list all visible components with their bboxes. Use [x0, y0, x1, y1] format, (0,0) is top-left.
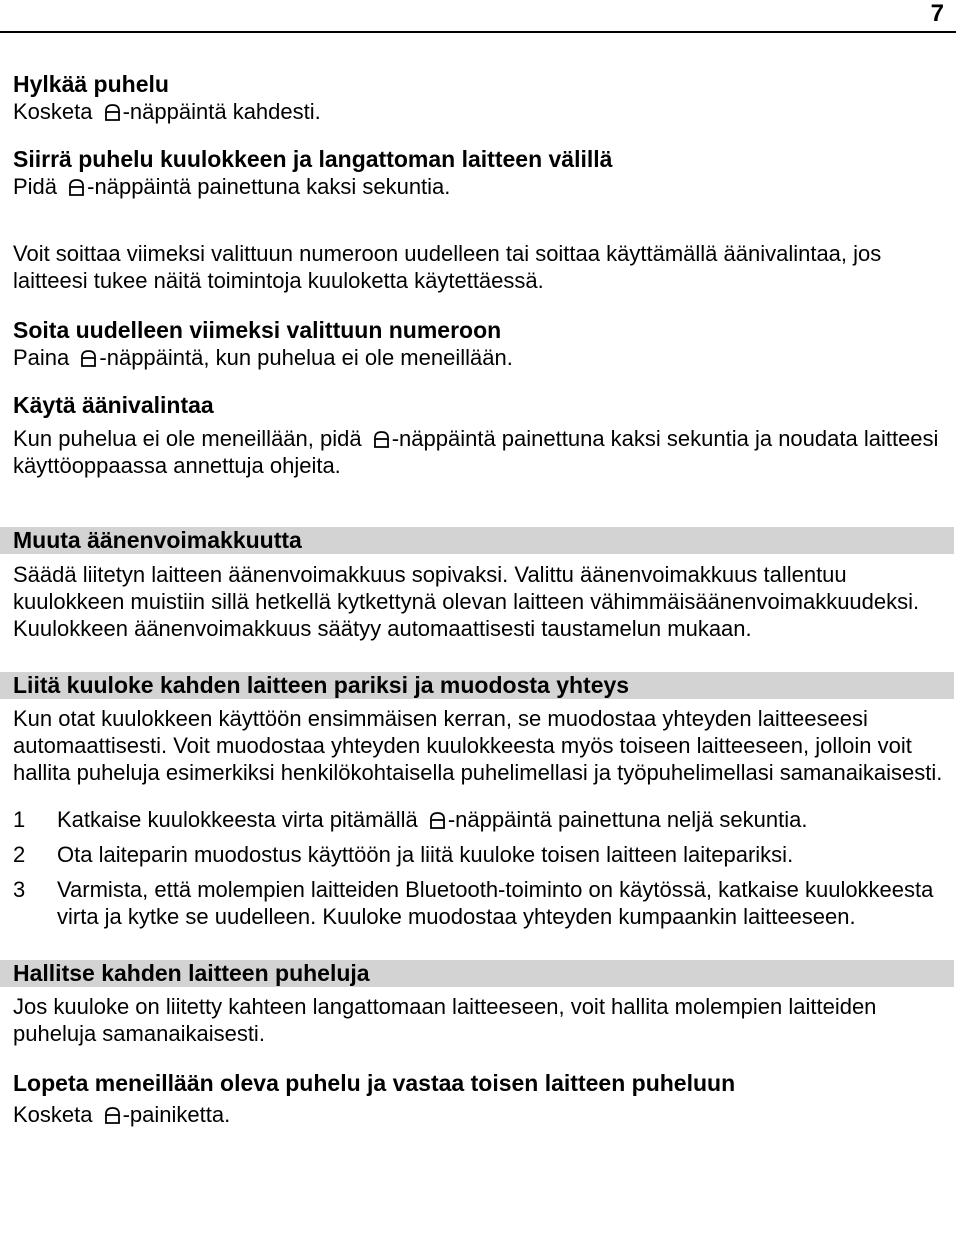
step-3: 3 Varmista, että molempien laitteiden Bluetooth-toiminto on käytössä, katkaise kuulokkeesta virta ja kytke se uudelleen. Kuuloke muodostaa yhteyden kumpaankin laitteeseen.: [13, 877, 934, 929]
step-2: 2 Ota laiteparin muodostus käyttöön ja liitä kuuloke toisen laitteen laitepariksi.: [13, 842, 794, 867]
redial-text: Paina -näppäintä, kun puhelua ei ole meneillään.: [13, 345, 513, 370]
manage-text: Jos kuuloke on liitetty kahteen langattomaan laitteeseen, voit hallita molempien laitteiden puheluja samanaikaisesti.: [13, 994, 877, 1046]
call-key-icon: [372, 429, 391, 450]
document-body: [13, 70, 949, 1128]
end-call-heading: Lopeta meneillään oleva puhelu ja vastaa toisen laitteen puheluun: [13, 1070, 736, 1096]
volume-text: Säädä liitetyn laitteen äänenvoimakkuus sopivaksi. Valittu äänenvoimakkuus tallentuu kuulokkeen muistiin sillä hetkellä kytkettynä olevan laitteen vähimmäisäänenvoimakkuudeksi. Kuulokkeen äänenvoimakkuus säätyy automaattisesti taustamelun mukaan.: [13, 562, 920, 641]
call-key-icon: [428, 810, 447, 831]
call-key-icon: [103, 102, 122, 123]
page-number: 7: [930, 0, 944, 27]
redial-heading: Soita uudelleen viimeksi valittuun numeroon: [13, 317, 502, 343]
call-key-icon: [67, 177, 86, 198]
reject-text: Kosketa -näppäintä kahdesti.: [13, 99, 321, 124]
voice-text: Kun puhelua ei ole meneillään, pidä -näppäintä painettuna kaksi sekuntia ja noudata laitteesi käyttöoppaassa annettuja ohjeita.: [13, 426, 939, 478]
end-call-text: Kosketa -painiketta.: [13, 1102, 231, 1127]
call-key-icon: [79, 348, 98, 369]
voice-heading: Käytä äänivalintaa: [13, 392, 214, 418]
pair-text: Kun otat kuulokkeen käyttöön ensimmäisen kerran, se muodostaa yhteyden laitteeseesi automaattisesti. Voit muodostaa yhteyden kuulokkeesta myös toiseen laitteeseen, jolloin voit hallita puheluja esimerkiksi henkilökohtaisella puhelimellasi ja työpuhelimellasi samanaikaisesti.: [13, 706, 943, 785]
pair-section-heading: Liitä kuuloke kahden laitteen pariksi ja muodosta yhteys: [0, 672, 954, 699]
top-rule: [0, 31, 956, 33]
transfer-heading: Siirrä puhelu kuulokkeen ja langattoman laitteen välillä: [13, 146, 613, 172]
call-key-icon: [103, 1105, 122, 1126]
reject-heading: Hylkää puhelu: [13, 71, 169, 97]
pairing-steps: [13, 806, 949, 930]
volume-section-heading: Muuta äänenvoimakkuutta: [0, 527, 954, 554]
transfer-text: Pidä -näppäintä painettuna kaksi sekuntia.: [13, 174, 451, 199]
step-1: 1 Katkaise kuulokkeesta virta pitämällä -näppäintä painettuna neljä sekuntia.: [13, 807, 808, 832]
manage-section-heading: Hallitse kahden laitteen puheluja: [0, 960, 954, 987]
redial-intro: Voit soittaa viimeksi valittuun numeroon uudelleen tai soittaa käyttämällä äänivalintaa, jos laitteesi tukee näitä toimintoja kuuloketta käytettäessä.: [13, 241, 882, 293]
